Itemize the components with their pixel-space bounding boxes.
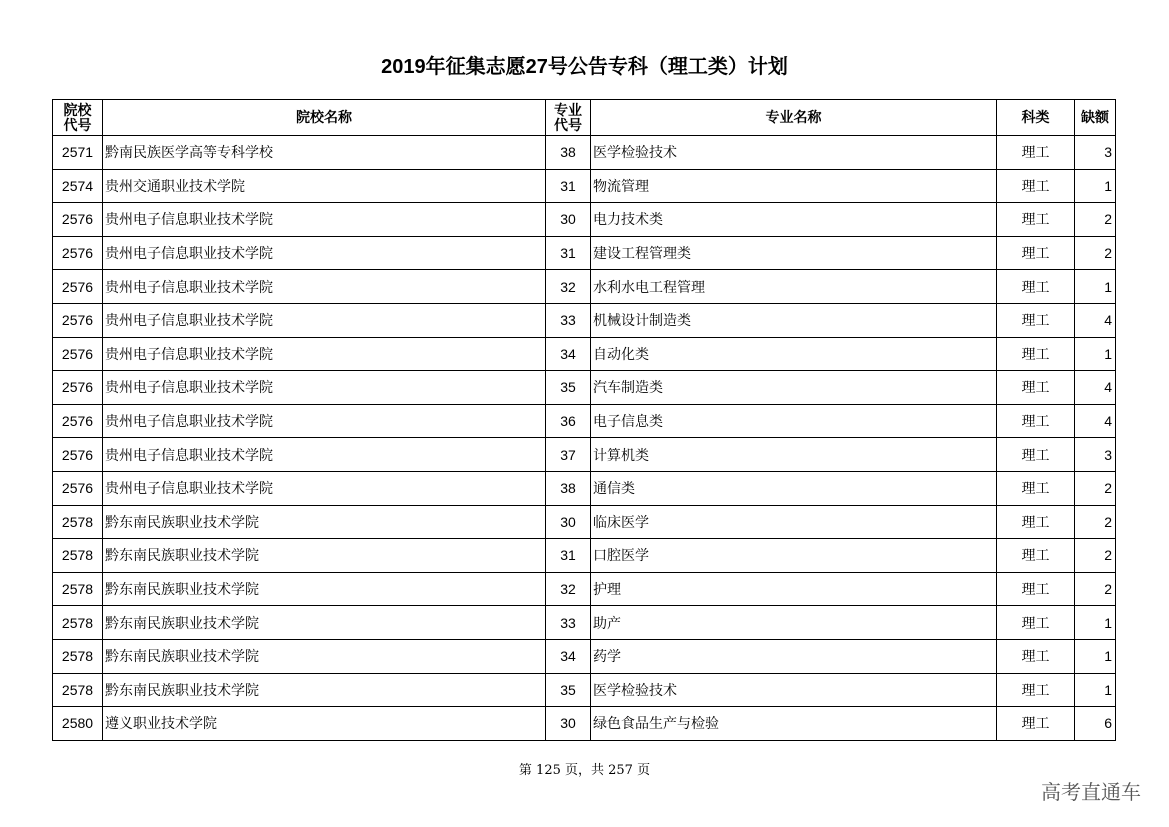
quota-cell: 4 [1075,404,1116,438]
major-name-cell: 物流管理 [591,169,997,203]
quota-cell: 2 [1075,539,1116,573]
category-cell: 理工 [997,539,1075,573]
major-code-cell: 33 [546,606,591,640]
major-code-cell: 30 [546,707,591,741]
school-code-cell: 2576 [53,303,103,337]
plan-table [52,99,1116,741]
school-code-cell: 2576 [53,337,103,371]
school-name-cell: 贵州电子信息职业技术学院 [103,337,546,371]
major-code-cell: 31 [546,236,591,270]
quota-cell: 1 [1075,639,1116,673]
major-name-cell: 自动化类 [591,337,997,371]
school-name-cell: 黔南民族医学高等专科学校 [103,136,546,170]
school-code-cell: 2580 [53,707,103,741]
table-row [53,471,1116,505]
major-code-cell: 34 [546,337,591,371]
major-name-cell: 医学检验技术 [591,136,997,170]
table-row [53,236,1116,270]
category-cell: 理工 [997,673,1075,707]
major-code-cell: 30 [546,505,591,539]
watermark: 高考直通车 [1041,780,1141,804]
school-name-cell: 遵义职业技术学院 [103,707,546,741]
category-cell: 理工 [997,438,1075,472]
table-row [53,169,1116,203]
school-name-cell: 贵州电子信息职业技术学院 [103,471,546,505]
quota-cell: 1 [1075,673,1116,707]
major-name-cell: 水利水电工程管理 [591,270,997,304]
table-row [53,136,1116,170]
quota-cell: 2 [1075,471,1116,505]
category-cell: 理工 [997,270,1075,304]
major-code-cell: 31 [546,539,591,573]
quota-cell: 4 [1075,303,1116,337]
major-code-cell: 38 [546,471,591,505]
school-name-cell: 贵州交通职业技术学院 [103,169,546,203]
table-row [53,673,1116,707]
school-code-cell: 2576 [53,203,103,237]
major-code-cell: 38 [546,136,591,170]
quota-cell: 2 [1075,203,1116,237]
major-code-cell: 33 [546,303,591,337]
quota-cell: 6 [1075,707,1116,741]
quota-cell: 2 [1075,505,1116,539]
table-row [53,606,1116,640]
school-name-cell: 贵州电子信息职业技术学院 [103,371,546,405]
major-name-cell: 电力技术类 [591,203,997,237]
major-name-cell: 电子信息类 [591,404,997,438]
header-major-name: 专业名称 [591,100,997,136]
category-cell: 理工 [997,169,1075,203]
school-name-cell: 贵州电子信息职业技术学院 [103,404,546,438]
category-cell: 理工 [997,505,1075,539]
major-name-cell: 绿色食品生产与检验 [591,707,997,741]
school-code-cell: 2576 [53,471,103,505]
category-cell: 理工 [997,337,1075,371]
major-code-cell: 32 [546,270,591,304]
school-code-cell: 2578 [53,673,103,707]
quota-cell: 1 [1075,606,1116,640]
table-row [53,337,1116,371]
page-footer: 第 125 页，共 257 页 [518,763,651,778]
table-row [53,707,1116,741]
table-row [53,505,1116,539]
major-name-cell: 药学 [591,639,997,673]
school-code-cell: 2576 [53,236,103,270]
school-name-cell: 黔东南民族职业技术学院 [103,539,546,573]
school-name-cell: 黔东南民族职业技术学院 [103,572,546,606]
school-name-cell: 黔东南民族职业技术学院 [103,505,546,539]
quota-cell: 1 [1075,270,1116,304]
school-name-cell: 贵州电子信息职业技术学院 [103,270,546,304]
table-row [53,371,1116,405]
quota-cell: 3 [1075,438,1116,472]
quota-cell: 1 [1075,169,1116,203]
school-code-cell: 2576 [53,404,103,438]
quota-cell: 3 [1075,136,1116,170]
major-code-cell: 30 [546,203,591,237]
header-major-code: 专业 代号 [546,100,591,136]
school-code-cell: 2578 [53,539,103,573]
category-cell: 理工 [997,236,1075,270]
school-code-cell: 2571 [53,136,103,170]
category-cell: 理工 [997,572,1075,606]
major-code-cell: 34 [546,639,591,673]
table-row [53,639,1116,673]
major-name-cell: 口腔医学 [591,539,997,573]
major-code-cell: 35 [546,371,591,405]
school-name-cell: 贵州电子信息职业技术学院 [103,236,546,270]
school-name-cell: 黔东南民族职业技术学院 [103,606,546,640]
quota-cell: 1 [1075,337,1116,371]
table-row [53,404,1116,438]
major-name-cell: 汽车制造类 [591,371,997,405]
school-code-cell: 2578 [53,606,103,640]
major-name-cell: 助产 [591,606,997,640]
major-name-cell: 临床医学 [591,505,997,539]
table-row [53,438,1116,472]
school-code-cell: 2574 [53,169,103,203]
major-code-cell: 31 [546,169,591,203]
school-code-cell: 2576 [53,371,103,405]
school-name-cell: 贵州电子信息职业技术学院 [103,438,546,472]
school-name-cell: 贵州电子信息职业技术学院 [103,203,546,237]
major-name-cell: 计算机类 [591,438,997,472]
category-cell: 理工 [997,639,1075,673]
major-name-cell: 机械设计制造类 [591,303,997,337]
table-header-row [53,100,1116,136]
major-code-cell: 35 [546,673,591,707]
table-row [53,303,1116,337]
category-cell: 理工 [997,471,1075,505]
category-cell: 理工 [997,606,1075,640]
major-name-cell: 医学检验技术 [591,673,997,707]
table-row [53,203,1116,237]
page-title: 2019年征集志愿27号公告专科（理工类）计划 [381,56,788,78]
table-row [53,270,1116,304]
category-cell: 理工 [997,404,1075,438]
category-cell: 理工 [997,303,1075,337]
major-name-cell: 建设工程管理类 [591,236,997,270]
major-name-cell: 通信类 [591,471,997,505]
header-school-name: 院校名称 [103,100,546,136]
quota-cell: 4 [1075,371,1116,405]
category-cell: 理工 [997,707,1075,741]
school-name-cell: 黔东南民族职业技术学院 [103,673,546,707]
quota-cell: 2 [1075,236,1116,270]
school-code-cell: 2578 [53,505,103,539]
major-code-cell: 36 [546,404,591,438]
quota-cell: 2 [1075,572,1116,606]
major-name-cell: 护理 [591,572,997,606]
major-code-cell: 32 [546,572,591,606]
header-quota: 缺额 [1075,100,1116,136]
school-code-cell: 2576 [53,270,103,304]
category-cell: 理工 [997,136,1075,170]
major-code-cell: 37 [546,438,591,472]
school-name-cell: 黔东南民族职业技术学院 [103,639,546,673]
school-code-cell: 2578 [53,572,103,606]
category-cell: 理工 [997,203,1075,237]
school-name-cell: 贵州电子信息职业技术学院 [103,303,546,337]
header-category: 科类 [997,100,1075,136]
header-school-code: 院校 代号 [53,100,103,136]
category-cell: 理工 [997,371,1075,405]
school-code-cell: 2576 [53,438,103,472]
school-code-cell: 2578 [53,639,103,673]
table-row [53,539,1116,573]
table-row [53,572,1116,606]
